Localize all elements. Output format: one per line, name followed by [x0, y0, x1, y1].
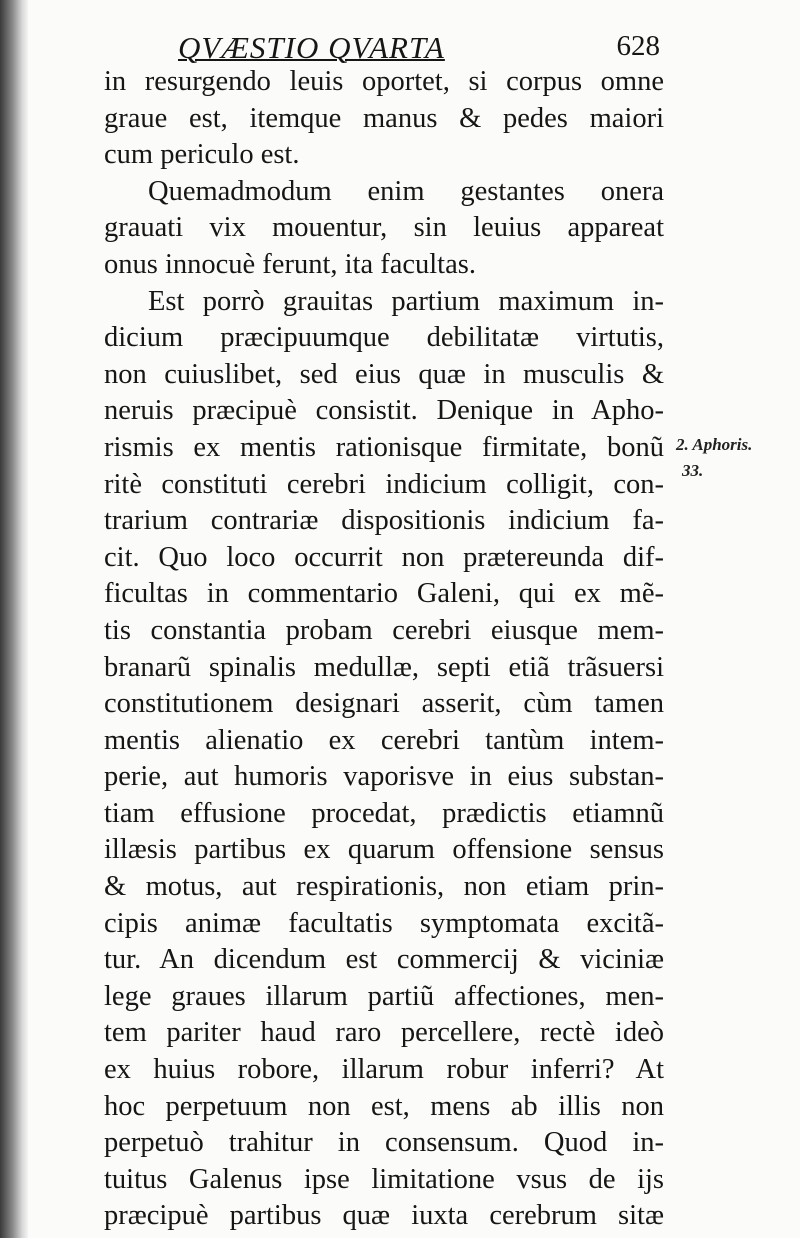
text-line: rismis ex mentis rationisque firmitate, bonũ	[104, 431, 664, 463]
marginal-note-number: 33.	[682, 461, 704, 480]
text-line: ritè constituti cerebri indicium colligit, con-	[104, 468, 664, 500]
text-line: præcipuè partibus quæ iuxta cerebrum sitæ	[104, 1200, 664, 1232]
text-line: illæsis partibus ex quarum offensione sensus	[104, 834, 664, 866]
text-line: cipis animæ facultatis symptomata excitã-	[104, 907, 664, 939]
text-line: grauati vix mouentur, sin leuius appareat	[104, 212, 664, 244]
page-binding-shadow	[0, 0, 28, 1238]
text-line: tur. An dicendum est commercij & viciniæ	[104, 944, 664, 976]
text-line: tiam effusione procedat, prædictis etiamnũ	[104, 797, 664, 829]
text-line: graue est, itemque manus & pedes maiori	[104, 102, 664, 134]
text-line: tis constantia probam cerebri eiusque mem-	[104, 614, 664, 646]
text-line: & motus, aut respirationis, non etiam prin-	[104, 871, 664, 903]
marginal-note	[676, 432, 752, 484]
text-line: non cuiuslibet, sed eius quæ in musculis &	[104, 358, 664, 390]
text-line: mentis alienatio ex cerebri tantùm intem-	[104, 724, 664, 756]
text-line: ficultas in commentario Galeni, qui ex mẽ-	[104, 578, 664, 610]
body-text	[104, 64, 664, 1235]
text-line: cit. Quo loco occurrit non prætereunda dif-	[104, 541, 664, 573]
text-line: cum periculo est.	[104, 139, 300, 171]
text-line: branarũ spinalis medullæ, septi etiã trãsuersi	[104, 651, 664, 683]
text-line: tem pariter haud raro percellere, rectè ideò	[104, 1017, 664, 1049]
text-line: perie, aut humoris vaporisve in eius substan-	[104, 761, 664, 793]
running-head: QVÆSTIO QVARTA	[178, 30, 445, 65]
text-line: in resurgendo leuis oportet, si corpus omne	[104, 66, 664, 97]
text-line: dicium præcipuumque debilitatæ virtutis,	[104, 322, 664, 354]
text-line: lege graues illarum partiũ affectiones, men-	[104, 980, 664, 1012]
text-line: perpetuò trahitur in consensum. Quod in-	[104, 1127, 664, 1159]
text-line: trarium contrariæ dispositionis indicium fa-	[104, 505, 664, 537]
text-line: tuitus Galenus ipse limitatione vsus de ijs	[104, 1163, 664, 1195]
page-number: 628	[616, 30, 660, 62]
marginal-note-reference: 2. Aphoris.	[676, 435, 753, 454]
text-line: constitutionem designari asserit, cùm tamen	[104, 688, 664, 720]
text-line: onus innocuè ferunt, ita facultas.	[104, 248, 476, 280]
text-line: neruis præcipuè consistit. Denique in Apho-	[104, 395, 664, 427]
text-line: ex huius robore, illarum robur inferri? At	[104, 1054, 664, 1086]
text-line: hoc perpetuum non est, mens ab illis non	[104, 1090, 664, 1122]
text-line: Est porrò grauitas partium maximum in-	[148, 285, 664, 317]
text-line: Quemadmodum enim gestantes onera	[148, 175, 664, 207]
